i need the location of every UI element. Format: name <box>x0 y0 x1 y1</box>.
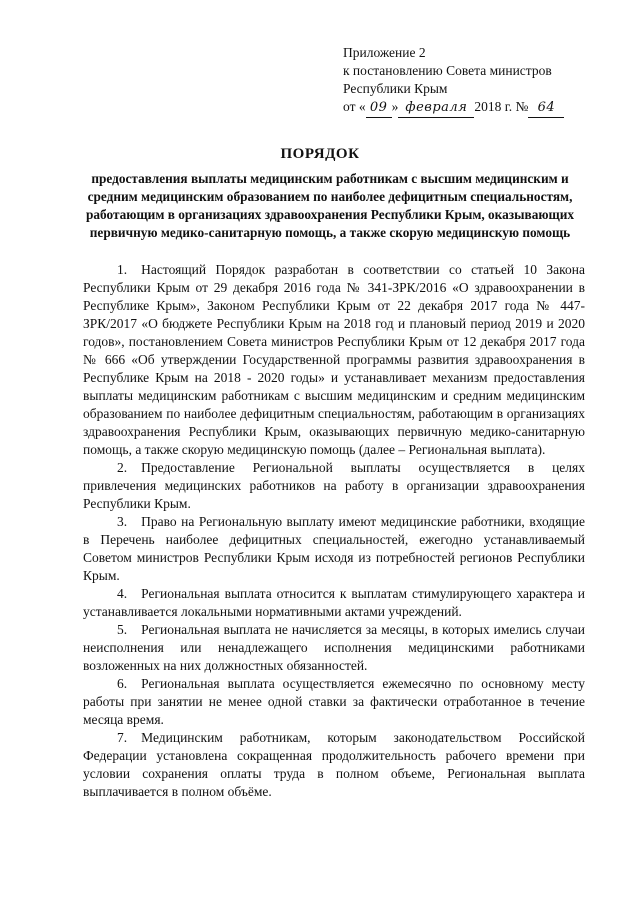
paragraph-4 <box>83 585 585 621</box>
paragraph-number: 3. <box>117 514 128 529</box>
paragraph-text: Предоставление Региональной выплаты осуществляется в целях привлечения медицинских работников на работу в организации здравоохранения Республики Крым. <box>83 460 585 511</box>
paragraph-number: 6. <box>117 676 128 691</box>
paragraph-text: Настоящий Порядок разработан в соответствии со статьей 10 Закона Республики Крым от 29 декабря 2016 года № 341-ЗРК/2016 «О здравоохранении в Республике Крым», Законом Республики Крым от 22 декабря 2017 года № 447-ЗРК/2017 «О бюджете Республики Крым на 2018 год и плановый период 2019 и 2020 годов», постановлением Совета министров Республики Крым от 12 декабря 2017 года № 666 «Об утверждении Государственной программы развития здравоохранения в Республике Крым на 2018 - 2020 годы» и устанавливает механизм предоставления выплаты медицинским работникам с высшим медицинским и средним медицинским образованием по наиболее дефицитным специальностям, работающим в организациях здравоохранения Республики Крым, оказывающих первичную медико-санитарную помощь, а также скорую медицинскую помощь (далее – Региональная выплата). <box>83 262 585 457</box>
appendix-line-2: к постановлению Совета министров <box>343 63 552 78</box>
document-subtitle: предоставления выплаты медицинским работникам с высшим медицинским и средним медицинским образованием по наиболее дефицитным специальностям, работающим в организациях здравоохранения Республики Крым, оказывающих первичную медико-санитарную помощь, а также скорую медицинскую помощь <box>85 171 575 240</box>
paragraph-7 <box>83 729 585 801</box>
paragraph-number: 4. <box>117 586 128 601</box>
document-body <box>83 261 585 801</box>
date-prefix: от « <box>343 99 366 114</box>
paragraph-number: 1. <box>117 262 128 277</box>
paragraph-5 <box>83 621 585 675</box>
date-quote-close: » <box>391 99 399 114</box>
paragraph-number: 7. <box>117 730 128 745</box>
paragraph-2 <box>83 459 585 513</box>
paragraph-text: Медицинским работникам, которым законодательством Российской Федерации установлена сокращенная продолжительность рабочего времени при условии сохранения оплаты труда в полном объеме, Региональная выплата выплачивается в полном объёме. <box>83 730 585 799</box>
handwritten-month: февраля <box>398 99 474 118</box>
paragraph-text: Региональная выплата не начисляется за месяцы, в которых имелись случаи неисполнения или ненадлежащего исполнения медицинскими работниками возложенных на них должностных обязанностей. <box>83 622 585 673</box>
paragraph-text: Право на Региональную выплату имеют медицинские работники, входящие в Перечень наиболее дефицитных специальностей, ежегодно устанавливаемый Советом министров Республики Крым исходя из потребностей регионов Республики Крым. <box>83 514 585 583</box>
paragraph-number: 2. <box>117 460 128 475</box>
paragraph-3 <box>83 513 585 585</box>
paragraph-6 <box>83 675 585 729</box>
appendix-line-1: Приложение 2 <box>343 45 426 60</box>
paragraph-text: Региональная выплата относится к выплатам стимулирующего характера и устанавливается локальными нормативными актами учреждений. <box>83 586 585 619</box>
paragraph-text: Региональная выплата осуществляется ежемесячно по основному месту работы при занятии не менее одной ставки за фактически отработанное в течение месяца время. <box>83 676 585 727</box>
paragraph-1 <box>83 261 585 459</box>
date-year: 2018 г. № <box>474 99 529 114</box>
appendix-date-line <box>343 98 633 118</box>
handwritten-number: 64 <box>528 99 564 118</box>
handwritten-day: 09 <box>366 99 392 118</box>
appendix-line-3: Республики Крым <box>343 81 448 96</box>
paragraph-number: 5. <box>117 622 128 637</box>
document-title: ПОРЯДОК <box>280 146 360 162</box>
appendix-header <box>343 44 633 118</box>
